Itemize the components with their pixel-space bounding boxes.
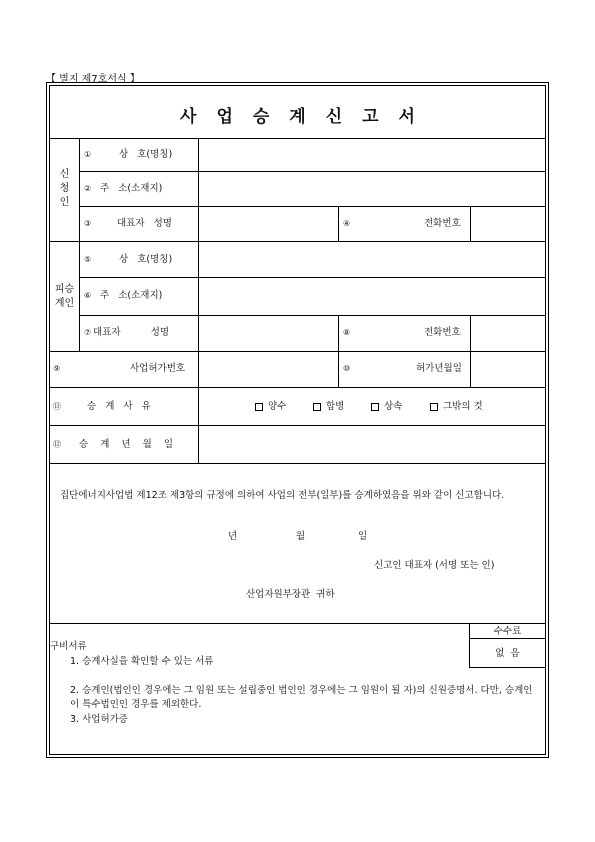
reason-num: ⑪ xyxy=(53,402,61,411)
column-divider xyxy=(338,206,339,241)
successor-rep-label: 대표자 성명 xyxy=(93,327,170,338)
group-column-divider xyxy=(79,138,80,351)
row-divider xyxy=(50,623,546,624)
checkbox-icon[interactable] xyxy=(430,403,438,411)
checkbox-icon[interactable] xyxy=(371,403,379,411)
documents-item: 3. 사업허가증 xyxy=(70,714,128,725)
declaration-text: 집단에너지사업법 제12조 제3항의 규정에 의하여 사업의 전부(일부)를 승계하였음을 위와 같이 신고합니다. xyxy=(60,490,505,501)
row-divider xyxy=(50,351,546,352)
applicant-addr-num: ② xyxy=(84,184,92,193)
row-divider xyxy=(50,425,546,426)
applicant-rep-num: ③ xyxy=(84,219,92,228)
reason-option-other[interactable]: 그밖의 것 xyxy=(430,401,483,413)
checkbox-icon[interactable] xyxy=(313,403,321,411)
row-divider xyxy=(79,315,546,316)
applicant-rep-label: 대표자 성명 xyxy=(117,218,172,229)
documents-title: 구비서류 xyxy=(50,641,87,652)
succession-date-label: 승 계 년 월 일 xyxy=(79,439,176,450)
applicant-group-label: 신 청 인 xyxy=(59,169,70,208)
applicant-name-num: ① xyxy=(84,150,92,159)
applicant-name-label: 상 호(명칭) xyxy=(119,149,173,160)
reason-option-merger[interactable]: 합병 xyxy=(313,401,344,413)
column-divider xyxy=(470,315,471,387)
row-divider xyxy=(50,138,546,139)
reason-option-transfer[interactable]: 양수 xyxy=(255,401,286,413)
fee-divider xyxy=(469,638,546,639)
successor-addr-num: ⑥ xyxy=(84,291,92,300)
row-divider xyxy=(79,277,546,278)
declaration-addressee: 산업자원부장관 귀하 xyxy=(246,589,335,600)
form-number-label: 【 별지 제7호서식 】 xyxy=(46,74,140,85)
row-divider xyxy=(50,241,546,242)
declaration-year: 년 xyxy=(228,531,238,542)
declaration-day: 일 xyxy=(358,531,368,542)
permit-date-label: 허가년월일 xyxy=(416,363,462,374)
applicant-addr-label: 주 소(소재지) xyxy=(100,183,163,194)
column-divider xyxy=(470,206,471,241)
row-divider xyxy=(79,206,546,207)
successor-rep-num: ⑦ xyxy=(84,328,92,337)
row-divider xyxy=(50,387,546,388)
row-divider xyxy=(50,463,546,464)
column-divider xyxy=(338,315,339,387)
successor-phone-num: ⑧ xyxy=(343,328,351,337)
permit-date-num: ⑩ xyxy=(343,364,351,373)
documents-item: 2. 승계인(법인인 경우에는 그 임원 또는 설립중인 법인인 경우에는 그 임원이 될 자)의 신원증명서. 다만, 승계인이 특수법인인 경우를 제외한다. xyxy=(70,685,533,710)
successor-name-num: ⑤ xyxy=(84,255,92,264)
documents-item: 1. 승계사실을 확인할 수 있는 서류 xyxy=(70,656,214,667)
permit-no-label: 사업허가번호 xyxy=(130,363,186,374)
successor-name-label: 상 호(명칭) xyxy=(119,254,173,265)
declaration-month: 월 xyxy=(296,531,306,542)
successor-group-label: 피승 계인 xyxy=(54,284,75,309)
succession-date-num: ⑫ xyxy=(53,440,61,449)
permit-no-num: ⑨ xyxy=(53,364,61,373)
declaration-signer: 신고인 대표자 (서명 또는 인) xyxy=(374,560,495,571)
successor-addr-label: 주 소(소재지) xyxy=(100,290,163,301)
row-divider xyxy=(79,171,546,172)
form-title: 사업승계신고서 xyxy=(180,107,435,127)
fee-label: 수수료 xyxy=(493,626,522,637)
reason-option-inheritance[interactable]: 상속 xyxy=(371,401,402,413)
fee-value: 없 음 xyxy=(495,648,520,659)
applicant-phone-label: 전화번호 xyxy=(424,218,461,229)
checkbox-icon[interactable] xyxy=(255,403,263,411)
label-column-divider xyxy=(198,138,199,463)
successor-phone-label: 전화번호 xyxy=(424,327,461,338)
applicant-phone-num: ④ xyxy=(343,219,351,228)
reason-label: 승 계 사 유 xyxy=(87,401,152,412)
fee-divider xyxy=(469,667,546,668)
